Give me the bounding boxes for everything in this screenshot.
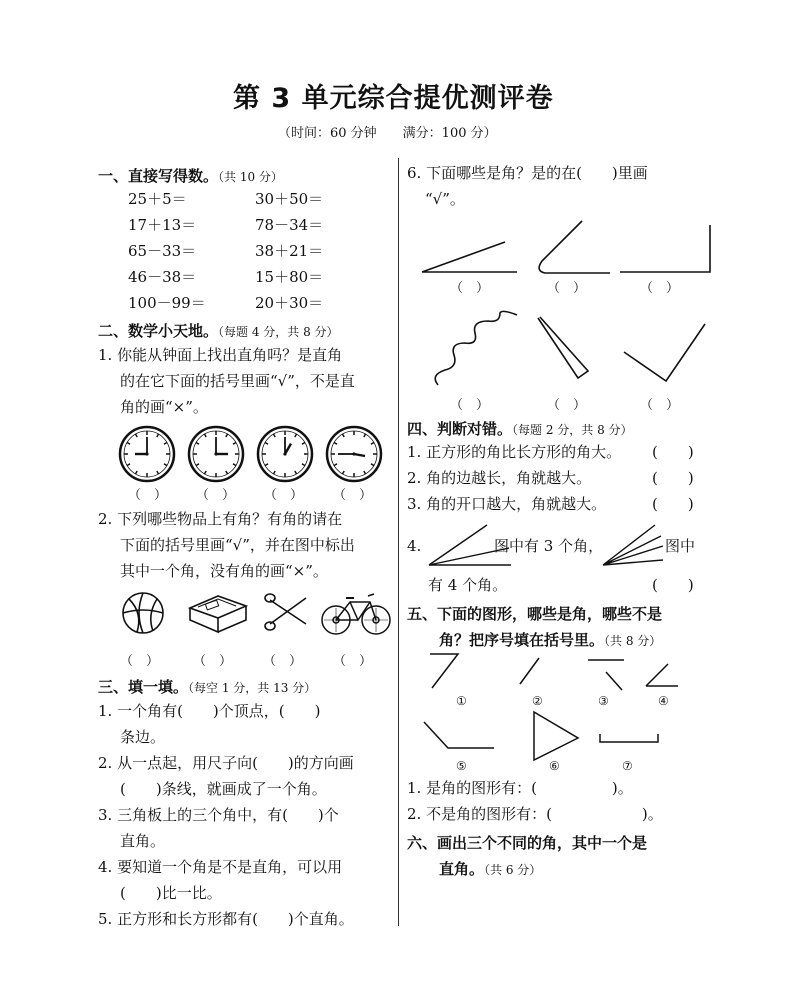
- judge-item: 3. 角的开口越大，角就越大。: [407, 495, 607, 513]
- curved-corner-figure: [539, 221, 610, 273]
- clock-faces: [118, 425, 388, 485]
- clock-icon: [258, 427, 312, 481]
- fill-line: 条边。: [120, 728, 166, 746]
- answer-paren[interactable]: ( ): [652, 469, 694, 487]
- q5-figures: [410, 650, 680, 775]
- answer-paren[interactable]: （ ）: [547, 281, 587, 296]
- judge-item-4-text: 图中有 3 个角，: [494, 537, 604, 555]
- answer-paren[interactable]: ( ): [652, 495, 694, 513]
- fill-line: 1. 一个角有( )个顶点，( ): [98, 702, 321, 720]
- column-divider: [398, 158, 399, 926]
- answer-paren[interactable]: （ ）: [640, 281, 680, 296]
- figure-1: [430, 654, 458, 688]
- judge-item: 2. 角的边越长，角就越大。: [407, 469, 592, 487]
- question-text: 的在它下面的括号里画“√”，不是直: [120, 372, 355, 390]
- judge-item-4-text: 图中: [665, 537, 696, 555]
- calc-item: 38＋21＝: [255, 242, 324, 260]
- figure-label: ④: [658, 694, 669, 708]
- bicycle-icon: [322, 594, 390, 634]
- figure-7: [600, 734, 658, 742]
- judge-item: 1. 正方形的角比长方形的角大。: [407, 443, 622, 461]
- calc-item: 20＋30＝: [255, 294, 324, 312]
- calc-item: 17＋13＝: [128, 216, 197, 234]
- question-text: 2. 下列哪些物品上有角？有角的请在: [98, 510, 343, 528]
- page-subtitle: （时间：60 分钟 满分：100 分）: [278, 126, 497, 141]
- right-angle-figure: [620, 225, 710, 272]
- answer-paren[interactable]: （ ）: [193, 654, 233, 669]
- answer-paren[interactable]: （ ）: [128, 488, 168, 503]
- fill-line: 直角。: [120, 832, 166, 850]
- fill-line: ( )条线，就画成了一个角。: [120, 780, 327, 798]
- open-angle-figure: [624, 324, 705, 381]
- section-5-heading: 五、下面的图形，哪些是角，哪些不是: [407, 605, 663, 623]
- fill-line: ( )比一比。: [120, 884, 222, 902]
- answer-line[interactable]: 1. 是角的图形有：( )。: [407, 779, 633, 797]
- answer-line[interactable]: 2. 不是角的图形有：( )。: [407, 805, 663, 823]
- answer-paren[interactable]: （ ）: [333, 488, 373, 503]
- answer-paren[interactable]: （ ）: [450, 281, 490, 296]
- judge-item-4-num: 4.: [407, 537, 422, 555]
- calc-item: 15＋80＝: [255, 268, 324, 286]
- section-5-heading-cont: 角？把序号填在括号里。（共 8 分）: [439, 631, 662, 649]
- clock-icon: [120, 427, 174, 481]
- objects-illustration: [118, 588, 393, 643]
- figure-2: [520, 658, 539, 684]
- question-text: “√”。: [425, 190, 465, 208]
- judge-item-4-text: 有 4 个角。: [428, 576, 508, 594]
- section-6-heading: 六、画出三个不同的角，其中一个是: [407, 834, 648, 852]
- section-2-heading: 二、数学小天地。（每题 4 分，共 8 分）: [98, 322, 339, 340]
- calc-item: 25＋5＝: [128, 190, 187, 208]
- figure-6: [534, 712, 578, 760]
- section-3-heading: 三、填一填。（每空 1 分，共 13 分）: [98, 678, 317, 696]
- figure-4: [646, 664, 678, 686]
- answer-paren[interactable]: （ ）: [333, 654, 373, 669]
- fill-line: 4. 要知道一个角是不是直角，可以用: [98, 858, 343, 876]
- question-text: 下面的括号里画“√”，并在图中标出: [120, 536, 355, 554]
- q6-figures: [410, 215, 720, 390]
- figure-label: ②: [532, 694, 543, 708]
- section-1-heading: 一、直接写得数。（共 10 分）: [98, 167, 283, 185]
- chalk-box-icon: [190, 596, 246, 632]
- section-4-heading: 四、判断对错。（每题 2 分，共 8 分）: [407, 420, 633, 438]
- clock-icon: [189, 427, 243, 481]
- calc-item: 46－38＝: [128, 268, 197, 286]
- fill-line: 2. 从一点起，用尺子向( )的方向画: [98, 754, 354, 772]
- figure-label: ③: [598, 694, 609, 708]
- answer-paren[interactable]: ( ): [652, 443, 694, 461]
- figure-label: ⑤: [456, 759, 467, 773]
- question-text: 其中一个角，没有角的画“×”。: [120, 562, 328, 580]
- fill-line: 3. 三角板上的三个角中，有( )个: [98, 806, 339, 824]
- question-text: 6. 下面哪些是角？是的在( )里画: [407, 164, 648, 182]
- answer-paren[interactable]: （ ）: [640, 398, 680, 413]
- answer-paren[interactable]: （ ）: [196, 488, 236, 503]
- wavy-line-figure: [435, 311, 517, 385]
- answer-paren[interactable]: （ ）: [120, 654, 160, 669]
- page-title: 第 3 单元综合提优测评卷: [233, 83, 554, 114]
- answer-paren[interactable]: ( ): [652, 576, 694, 594]
- v-angle-figure: [538, 317, 588, 378]
- figure-5: [424, 722, 494, 748]
- four-ray-angle-figure: [603, 525, 663, 565]
- scissors-icon: [265, 594, 306, 630]
- basketball-icon: [123, 593, 163, 633]
- answer-paren[interactable]: （ ）: [450, 398, 490, 413]
- fill-line: 5. 正方形和长方形都有( )个直角。: [98, 910, 354, 928]
- section-6-heading-cont: 直角。（共 6 分）: [439, 860, 542, 878]
- figure-label: ⑥: [549, 759, 560, 773]
- calc-item: 100－99＝: [128, 294, 206, 312]
- figure-3: [588, 660, 624, 690]
- angle-figure: [422, 242, 517, 272]
- answer-paren[interactable]: （ ）: [547, 398, 587, 413]
- figure-label: ①: [456, 694, 467, 708]
- calc-item: 65－33＝: [128, 242, 197, 260]
- figure-label: ⑦: [622, 759, 633, 773]
- answer-paren[interactable]: （ ）: [263, 654, 303, 669]
- calc-item: 78－34＝: [255, 216, 324, 234]
- calc-item: 30＋50＝: [255, 190, 324, 208]
- clock-icon: [327, 427, 381, 481]
- question-text: 角的画“×”。: [120, 398, 208, 416]
- question-text: 1. 你能从钟面上找出直角吗？是直角: [98, 346, 343, 364]
- answer-paren[interactable]: （ ）: [264, 488, 304, 503]
